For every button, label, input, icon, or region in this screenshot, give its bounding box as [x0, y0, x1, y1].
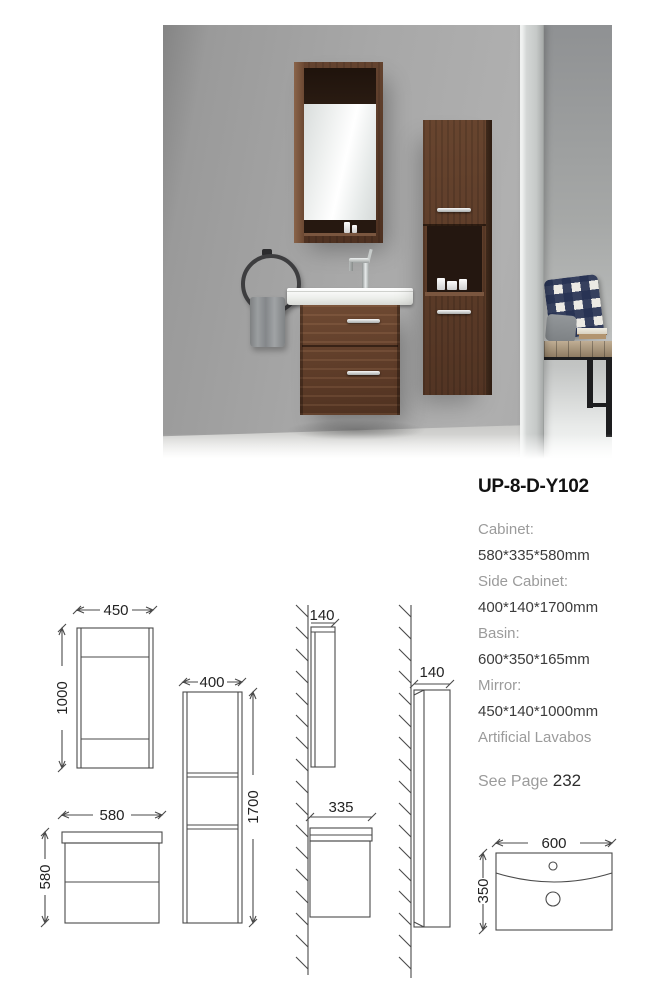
- mirror-cabinet-side-panel: [294, 62, 304, 243]
- drawing-side-cabinet-front: [179, 674, 262, 927]
- basin: [287, 288, 413, 305]
- dim-vanity-width: 580: [99, 807, 125, 824]
- spec-value: 580*335*580mm: [478, 547, 590, 564]
- spec-value: 400*140*1700mm: [478, 599, 599, 616]
- drawer-handle: [347, 319, 380, 323]
- dim-side-cabinet-width: 400: [199, 674, 225, 691]
- gray-pillow: [545, 314, 577, 344]
- pillar: [520, 25, 544, 462]
- side-cabinet-handle: [437, 310, 471, 314]
- dim-side-cabinet-height: 1700: [245, 790, 262, 824]
- towel: [250, 297, 285, 347]
- drawer-divider: [302, 345, 398, 347]
- product-photo: [163, 25, 612, 462]
- material-note: Artificial Lavabos: [478, 729, 592, 746]
- see-page-label: See Page: [478, 773, 553, 790]
- shelf-board: [425, 292, 484, 296]
- vanity-cabinet: [300, 305, 400, 415]
- dim-mirror-depth: 140: [309, 607, 335, 624]
- drawing-basin-top: [475, 835, 616, 934]
- books: [577, 328, 607, 334]
- faucet-spout-tip: [349, 262, 353, 271]
- book: [579, 334, 606, 339]
- bottle: [344, 222, 350, 233]
- side-cabinet-handle: [437, 208, 471, 212]
- drawing-vanity-front: [37, 807, 166, 927]
- see-page-number: 232: [552, 771, 582, 790]
- bottle: [352, 225, 357, 233]
- bench: [544, 341, 612, 357]
- cabinet-edge: [397, 305, 400, 415]
- mirror-cabinet-bottom-shelf: [304, 220, 376, 236]
- product-code: UP-8-D-Y102: [478, 476, 589, 497]
- shelf-board: [304, 233, 376, 236]
- drawing-side-views-wall2: [399, 605, 454, 978]
- bottle: [447, 281, 457, 290]
- spec-value: 600*350*165mm: [478, 651, 590, 668]
- spec-label: Mirror:: [478, 677, 522, 694]
- side-cabinet-side-panel: [486, 120, 492, 395]
- spec-value: 450*140*1000mm: [478, 703, 599, 720]
- cabinet-edge: [300, 305, 303, 415]
- spec-label: Cabinet:: [478, 521, 534, 538]
- bench-leg: [606, 360, 612, 437]
- dim-vanity-depth: 335: [328, 799, 354, 816]
- technical-drawings: [0, 560, 664, 1000]
- drawer-handle: [347, 371, 380, 375]
- dim-basin-width: 600: [541, 835, 567, 852]
- dim-side-cabinet-depth: 140: [419, 664, 445, 681]
- spec-label: Basin:: [478, 625, 520, 642]
- drawing-mirror-front: [54, 602, 157, 772]
- side-cabinet: [423, 120, 492, 395]
- basin-lip: [287, 291, 413, 292]
- mirror: [304, 104, 376, 220]
- mirror-cabinet: [294, 62, 383, 243]
- mirror-cabinet-top-shelf: [304, 68, 376, 104]
- faucet: [362, 260, 369, 290]
- bench-leg: [587, 360, 593, 408]
- photo-bottom-fade: [163, 434, 612, 462]
- drawing-side-views-wall1: [296, 605, 376, 975]
- spec-label: Side Cabinet:: [478, 573, 569, 590]
- dim-mirror-height: 1000: [54, 681, 71, 715]
- dim-vanity-height: 580: [37, 864, 54, 890]
- side-cabinet-open-shelf: [427, 226, 482, 292]
- niche: [544, 25, 612, 462]
- bottle: [459, 279, 467, 290]
- dim-mirror-width: 450: [103, 602, 129, 619]
- bench-frame: [544, 357, 612, 360]
- bottle: [437, 278, 445, 290]
- dim-basin-depth: 350: [475, 878, 492, 904]
